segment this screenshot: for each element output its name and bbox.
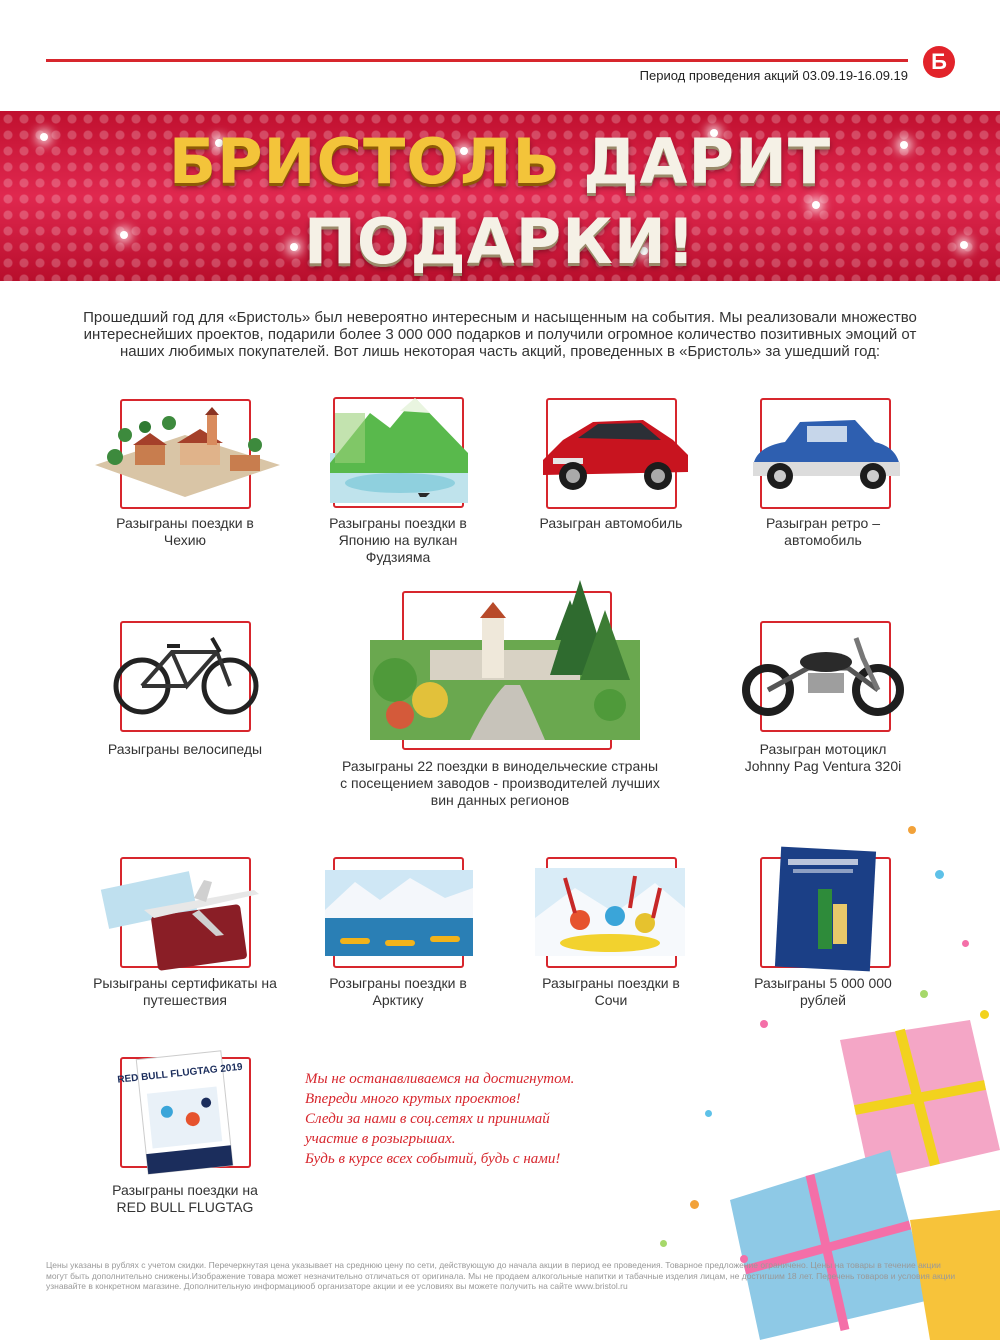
village-icon [85, 405, 285, 500]
caption-5mln-rub: Разыграны 5 000 000 рублей [754, 975, 892, 1008]
banner-title-line1 [0, 125, 1000, 198]
caption-retro-car: Разыгран ретро – автомобиль [765, 515, 881, 548]
confetti-icon [690, 1200, 699, 1209]
confetti-icon [705, 1110, 712, 1117]
slogan-line: участие в розыгрышах. [305, 1131, 456, 1147]
confetti-icon [980, 1010, 989, 1019]
winery-icon [370, 580, 640, 740]
confetti-icon [660, 1240, 667, 1247]
red-car-icon [533, 410, 693, 495]
confetti-icon [920, 990, 928, 998]
confetti-icon [962, 940, 969, 947]
banner-title-darit: ДАРИТ [583, 125, 832, 198]
caption-bicycles: Разыграны велосипеды [107, 741, 263, 757]
confetti-icon [935, 870, 944, 879]
caption-arctic: Розыграны поездки в Арктику [329, 975, 467, 1008]
caption-travel-certificates: Рызыграны сертификаты на путешествия [93, 975, 277, 1008]
footer-disclaimer: Цены указаны в рублях с учетом скидки. Перечеркнутая цена указывает на среднюю цену по сети, действующую до начала акции в период ее проведения. Товарное предложение ограничено. Цены на товары в течение акции могут быть дополнительно снижены.Изображение товара может незначительно отличаться от оригинала. Мы не продаем алкогольные напитки и табачные изделия лицам, не достигшим 18 лет. Перечень товаров и условия акции узнавайте в конкретном магазине. Дополнительную информациюоб организаторе акции и ее условиях вы можете получить на сайте www.bristol.ru [46, 1260, 956, 1291]
redbull-poster-icon [116, 1050, 244, 1175]
banner-title-bristol: БРИСТОЛЬ [168, 125, 561, 198]
caption-japan: Разыграны поездки в Японию на вулкан Фудзияма [329, 515, 467, 565]
intro-text: Прошедший год для «Бристоль» был невероятно интересным и насыщенным на события. Мы реализовали множество интереснейших проектов, подарили более 3 000 000 подарков и получили огромное количество позитивных эмоций от наших любимых покупателей. Вот лишь некоторая часть акций, проведенных в «Бристоль» за ушедший год: [83, 309, 917, 360]
banner-title-line2: ПОДАРКИ! [303, 205, 697, 278]
bicycle-icon [112, 628, 260, 718]
plane-icon [94, 870, 269, 970]
redbull-poster-title: RED BULL FLUGTAG 2019 [116, 1061, 244, 1086]
slogan [305, 1069, 645, 1169]
header-rule [46, 59, 908, 62]
caption-wine-trips: Разыграны 22 поездки в винодельческие страны с посещением заводов - производителей лучших вин данных регионов [340, 758, 660, 808]
sparkle-icon [812, 201, 820, 209]
bristol-logo-icon[interactable]: Б [923, 46, 955, 78]
poster-icon [778, 849, 873, 969]
caption-motorcycle: Разыгран мотоцикл Johnny Pag Ventura 320i [744, 741, 902, 774]
motorcycle-icon [738, 628, 910, 718]
caption-czech: Разыграны поездки в Чехию [116, 515, 254, 548]
kayak-icon [325, 870, 473, 956]
hero-banner [0, 111, 1000, 281]
slogan-line: Мы не останавливаемся на достигнутом. [305, 1071, 575, 1087]
slogan-line: Будь в курсе всех событий, будь с нами! [305, 1151, 561, 1167]
confetti-icon [908, 826, 916, 834]
retro-car-icon [745, 412, 905, 497]
caption-redbull: Разыграны поездки на RED BULL FLUGTAG [112, 1182, 258, 1215]
mountain-icon [330, 393, 468, 503]
caption-car: Разыгран автомобиль [539, 515, 683, 531]
caption-sochi: Разыграны поездки в Сочи [542, 975, 680, 1008]
ski-icon [535, 868, 685, 956]
slogan-line: Впереди много крутых проектов! [305, 1091, 521, 1107]
promo-period: Период проведения акций 03.09.19-16.09.19 [639, 68, 908, 83]
slogan-line: Следи за нами в соц.сетях и принимай [305, 1111, 550, 1127]
confetti-icon [760, 1020, 768, 1028]
